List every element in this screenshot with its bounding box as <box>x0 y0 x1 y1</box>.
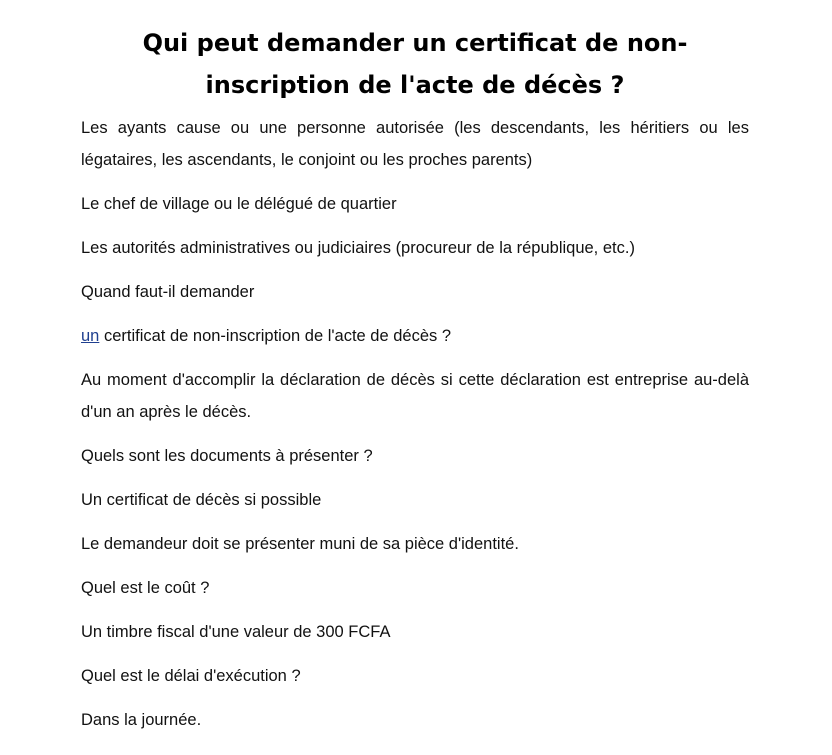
paragraph-certificate-question <box>81 320 749 352</box>
paragraph-authorities: Les autorités administratives ou judiciaires (procureur de la république, etc.) <box>81 239 635 257</box>
heading-documents: Quels sont les documents à présenter ? <box>81 447 373 465</box>
document-body <box>81 112 749 748</box>
paragraph-eligible-persons: Les ayants cause ou une personne autorisée (les descendants, les héritiers ou les légataires, les ascendants, le conjoint ou les proches parents) <box>81 119 749 169</box>
heading-cost: Quel est le coût ? <box>81 579 210 597</box>
paragraph-identity-document: Le demandeur doit se présenter muni de sa pièce d'identité. <box>81 535 519 553</box>
paragraph-death-certificate: Un certificat de décès si possible <box>81 491 322 509</box>
page-title: Qui peut demander un certificat de non-inscription de l'acte de décès ? <box>142 29 688 99</box>
paragraph-declaration-timing: Au moment d'accomplir la déclaration de décès si cette déclaration est entreprise au-delà d'un an après le décès. <box>81 371 749 421</box>
heading-when-to-request: Quand faut-il demander <box>81 283 255 301</box>
paragraph-fiscal-stamp: Un timbre fiscal d'une valeur de 300 FCFA <box>81 623 391 641</box>
paragraph-same-day: Dans la journée. <box>81 711 202 729</box>
underlined-word-link[interactable]: un <box>81 327 100 345</box>
certificate-question-text: certificat de non-inscription de l'acte de décès ? <box>99 327 452 345</box>
heading-processing-time: Quel est le délai d'exécution ? <box>81 667 301 685</box>
paragraph-village-chief: Le chef de village ou le délégué de quartier <box>81 195 397 213</box>
